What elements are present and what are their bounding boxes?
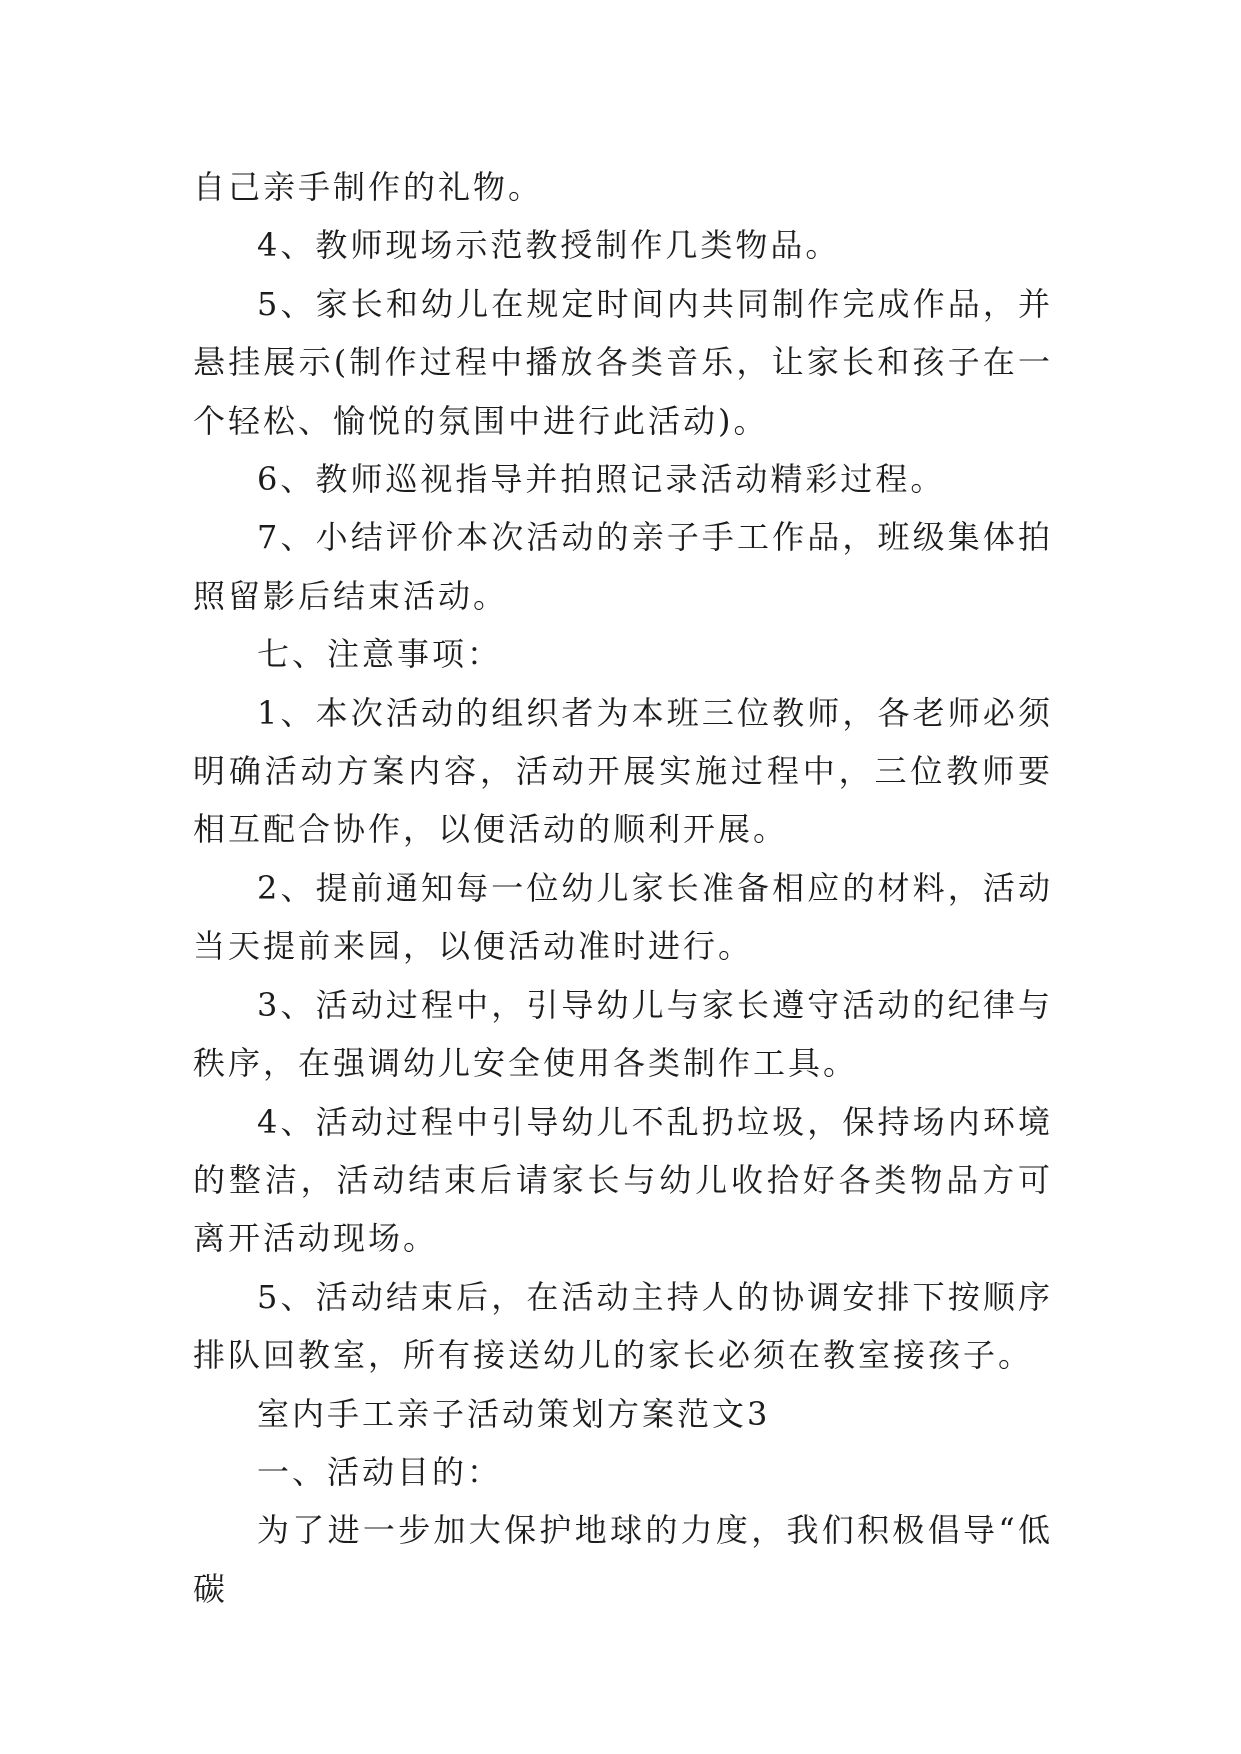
paragraph-step-5-make: 5、家长和幼儿在规定时间内共同制作完成作品，并悬挂展示(制作过程中播放各类音乐，让家长和孩子在一个轻松、愉悦的氛围中进行此活动)。 [193,284,1053,440]
paragraph-note-5: 5、活动结束后，在活动主持人的协调安排下按顺序排队回教室，所有接送幼儿的家长必须在教室接孩子。 [193,1277,1053,1375]
section-heading-purpose: 一、活动目的： [257,1452,503,1491]
document-body [193,158,1053,1618]
paragraph-purpose: 为了进一步加大保护地球的力度，我们积极倡导“低碳 [193,1511,1053,1608]
paragraph-continuation: 自己亲手制作的礼物。 [193,168,544,206]
paragraph-step-6-guide: 6、教师巡视指导并拍照记录活动精彩过程。 [257,460,946,499]
paragraph-note-3: 3、活动过程中，引导幼儿与家长遵守活动的纪律与秩序，在强调幼儿安全使用各类制作工具。 [193,985,1053,1083]
paragraph-step-4-demo: 4、教师现场示范教授制作几类物品。 [257,226,841,265]
section-heading-notes: 七、注意事项： [257,635,503,674]
section-title-sample-3: 室内手工亲子活动策划方案范文3 [257,1394,771,1433]
paragraph-note-4: 4、活动过程中引导幼儿不乱扔垃圾，保持场内环境的整洁，活动结束后请家长与幼儿收拾好各类物品方可离开活动现场。 [193,1102,1053,1258]
paragraph-note-1: 1、本次活动的组织者为本班三位教师，各老师必须明确活动方案内容，活动开展实施过程中，三位教师要相互配合协作，以便活动的顺利开展。 [193,693,1053,849]
paragraph-note-2: 2、提前通知每一位幼儿家长准备相应的材料，活动当天提前来园，以便活动准时进行。 [193,868,1053,966]
paragraph-step-7-summary: 7、小结评价本次活动的亲子手工作品，班级集体拍照留影后结束活动。 [193,518,1053,615]
